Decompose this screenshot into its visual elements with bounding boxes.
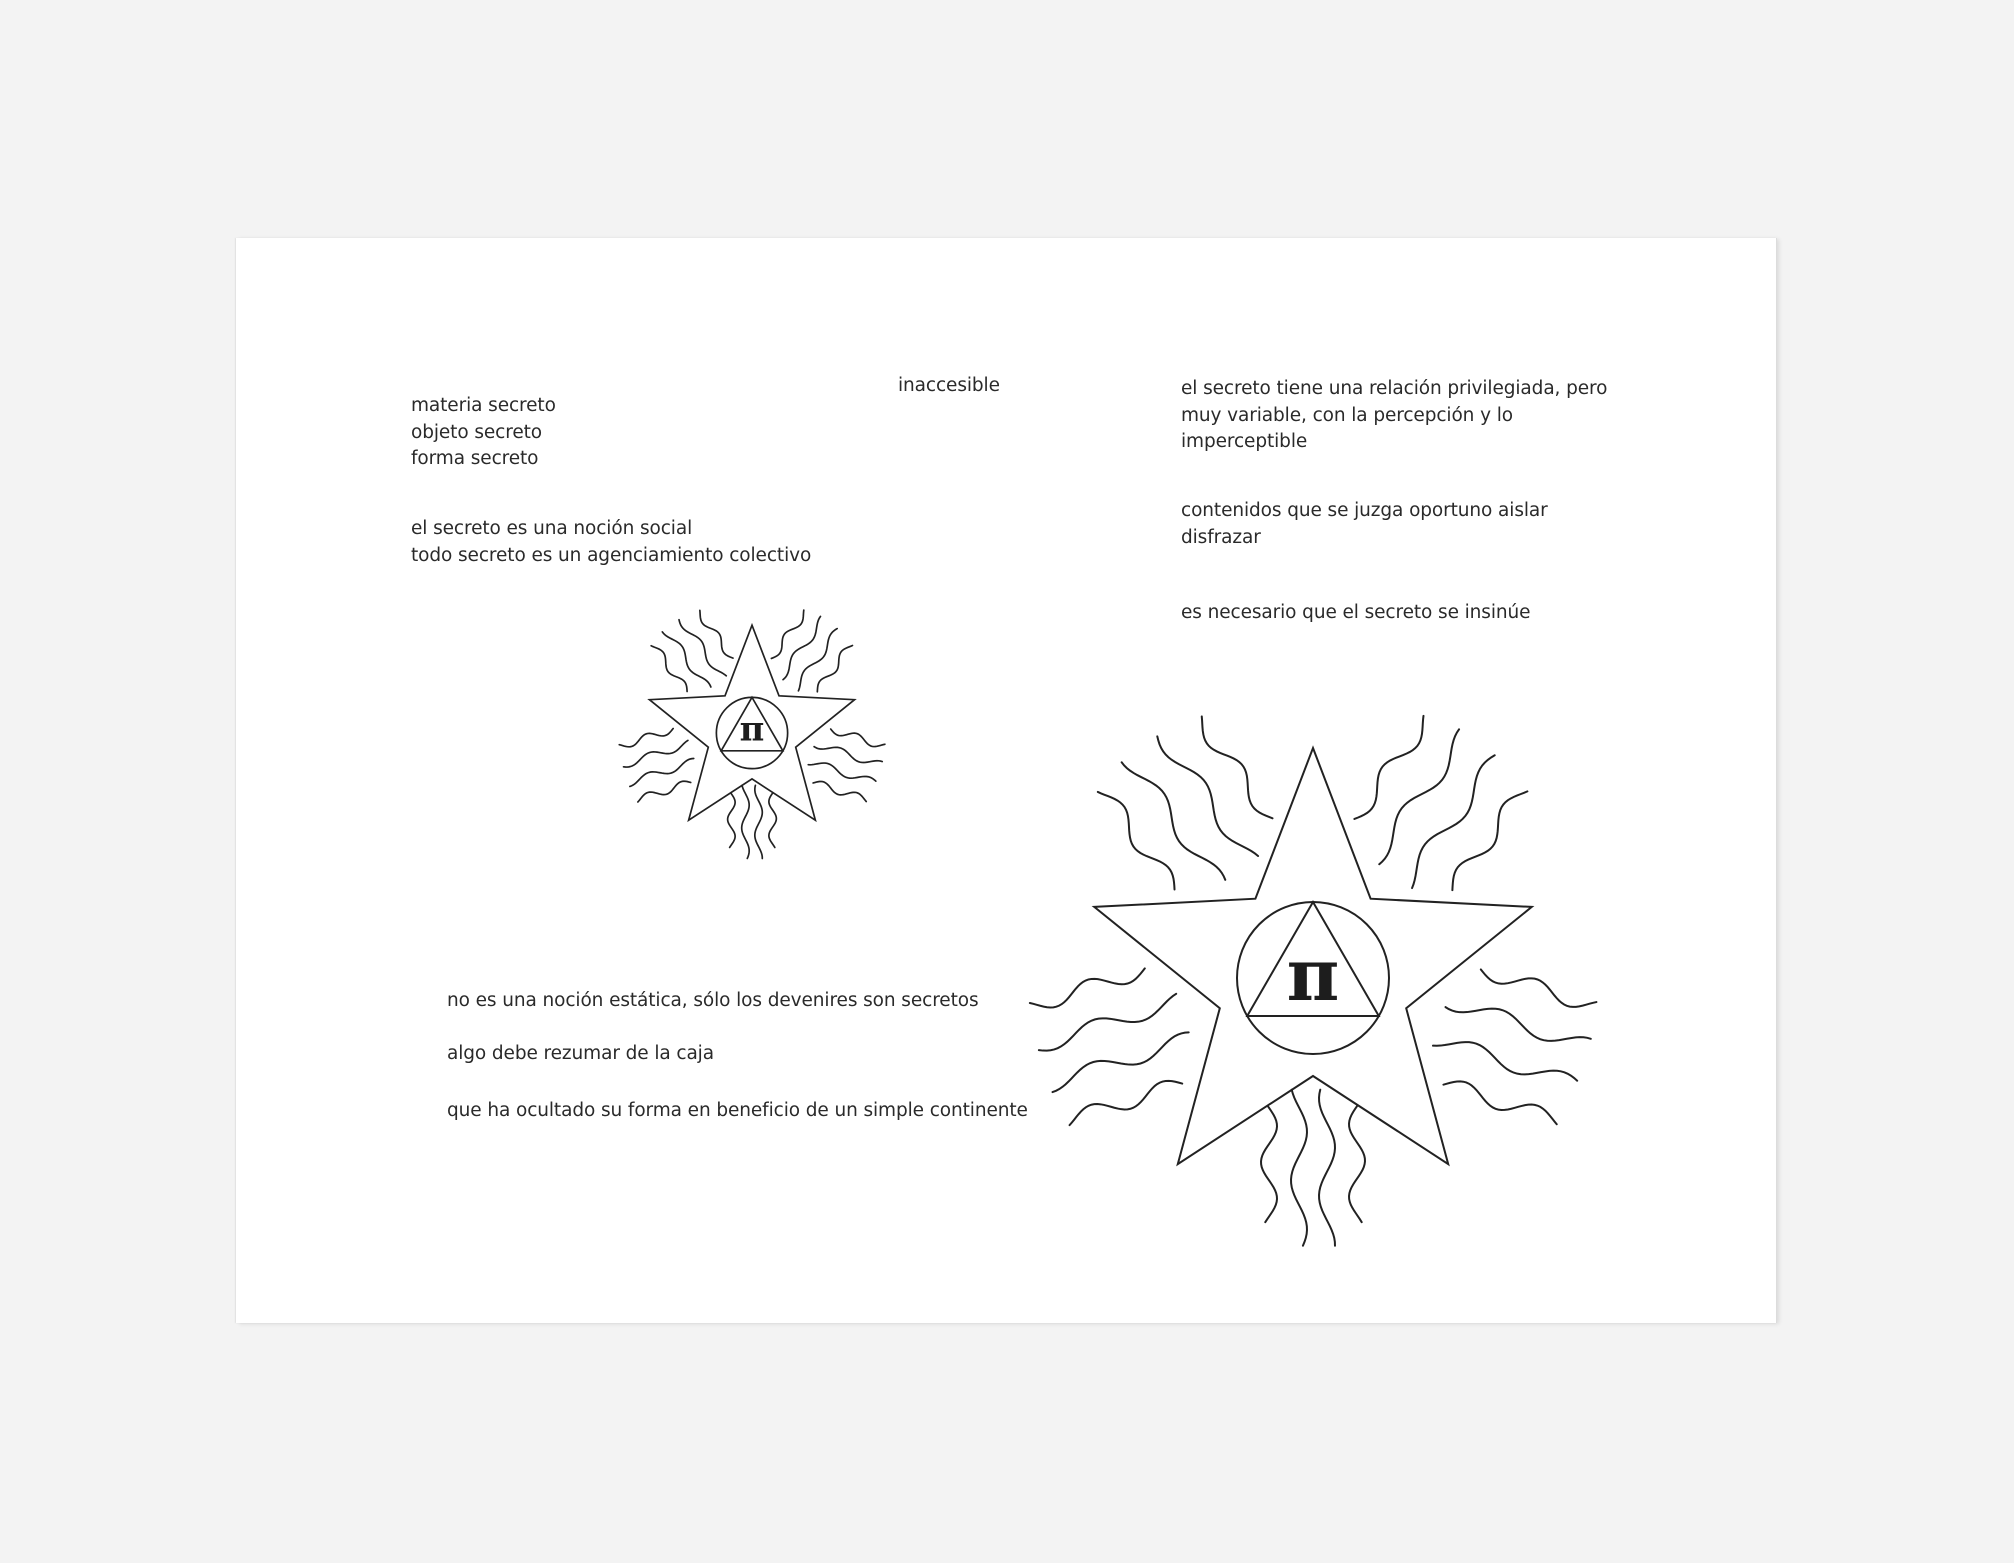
wavy-ray: [624, 740, 688, 767]
wavy-ray: [1098, 792, 1175, 890]
wavy-ray: [798, 629, 837, 691]
wavy-ray: [808, 763, 876, 781]
wavy-ray: [662, 632, 711, 687]
wavy-ray: [814, 747, 882, 763]
wavy-ray: [742, 785, 749, 858]
text-insinue: es necesario que el secreto se insinúe: [1181, 602, 1531, 623]
wavy-ray: [1319, 1090, 1335, 1246]
wavy-ray: [1446, 1007, 1591, 1041]
wavy-ray: [1452, 791, 1527, 890]
wavy-ray: [1122, 762, 1226, 880]
text-contenidos: contenidos que se juzga oportuno aislar disfrazar: [1181, 500, 1548, 548]
wavy-ray: [813, 781, 866, 801]
wavy-ray: [679, 620, 726, 676]
pi-symbol: π: [1286, 932, 1340, 1017]
wavy-ray: [728, 793, 735, 847]
text-relacion-privilegiada: el secreto tiene una relación privilegiada, pero muy variable, con la percepción y lo imperceptible: [1181, 378, 1608, 452]
text-inaccesible: inaccesible: [898, 375, 1000, 396]
paper-sheet: [236, 238, 1776, 1323]
pi-symbol: π: [739, 708, 765, 749]
wavy-ray: [619, 728, 673, 746]
wavy-ray: [1261, 1106, 1277, 1222]
wavy-ray: [831, 729, 885, 747]
small-star-emblem-svg: [602, 583, 902, 883]
text-nocion-estatica: no es una noción estática, sólo los devenires son secretos: [447, 990, 979, 1011]
wavy-ray: [1030, 968, 1145, 1007]
wavy-ray: [1157, 736, 1258, 856]
wavy-ray: [651, 646, 687, 692]
wavy-ray: [771, 610, 803, 658]
wavy-ray: [1379, 729, 1459, 864]
wavy-ray: [817, 646, 852, 692]
wavy-ray: [1291, 1090, 1307, 1246]
text-rezumar: algo debe rezumar de la caja: [447, 1043, 714, 1064]
wavy-ray: [1433, 1042, 1577, 1081]
wavy-ray: [1039, 994, 1176, 1051]
wavy-ray: [783, 616, 820, 679]
wavy-ray: [1412, 755, 1495, 888]
wavy-ray: [1481, 969, 1597, 1006]
wavy-ray: [1354, 716, 1423, 819]
text-ocultado: que ha ocultado su forma en beneficio de un simple continente: [447, 1100, 1028, 1121]
wavy-ray: [755, 785, 762, 858]
wavy-ray: [1070, 1081, 1183, 1125]
wavy-ray: [769, 793, 776, 847]
wavy-ray: [630, 758, 694, 786]
small-star-emblem-icon: [602, 583, 902, 883]
wavy-ray: [638, 781, 691, 802]
text-nocion-social: el secreto es una noción social todo secreto es un agenciamiento colectivo: [411, 518, 812, 566]
text-materia-secreto: materia secreto objeto secreto forma secreto: [411, 395, 556, 469]
large-star-emblem-svg: [993, 658, 1633, 1298]
wavy-ray: [1053, 1032, 1189, 1092]
wavy-ray: [1443, 1081, 1556, 1124]
large-star-emblem-icon: [993, 658, 1633, 1298]
wavy-ray: [1349, 1106, 1365, 1222]
